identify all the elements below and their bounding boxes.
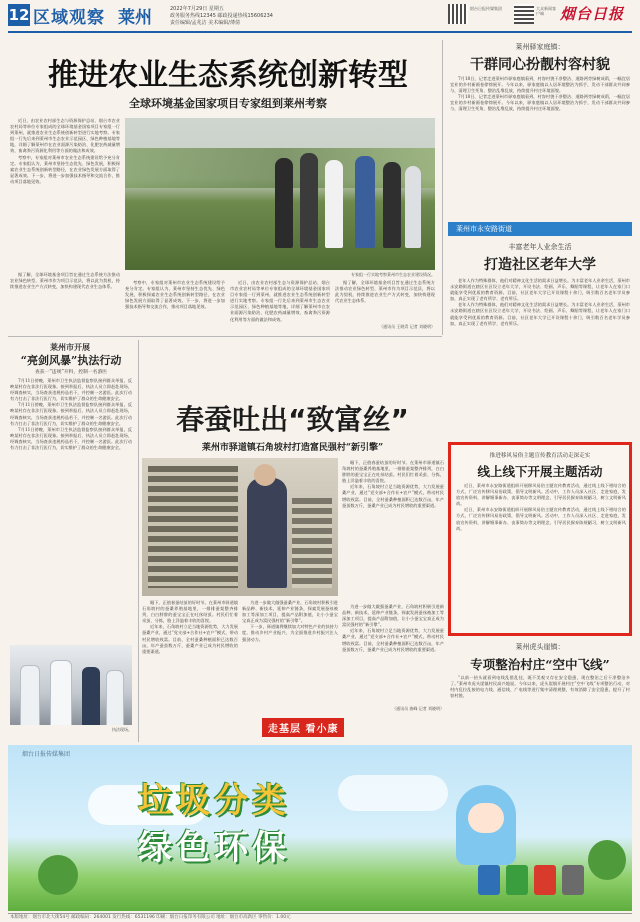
trash-bin-icon xyxy=(506,865,528,895)
qr-label: 烟台日报传媒集团 xyxy=(470,6,502,11)
left-mid-body: 7月11日傍晚，莱州市卫生执法监督监察队接到群众举报，反映某村存在非法行医现象。接到举报后，执法人员立即赶赴现场，经调查核实，当场查获违规药品若干，并控制一名游医。此次行动有力打击了非法行医行为，切实维护了群众的生命健康安全。 7月11日傍晚，莱州市卫生执法监督监察队接到群众举报，反映某村存在非法行医现象。接到举报后，执法人员立即赶赴现场，经调查核实，当场查获违规药品若干，并控制一名游医。此次行动有力打击了非法行医行为，切实维护了群众的生命健康安全。 7月11日傍晚，莱州市卫生执法监督监察队接到群众举报，反映某村存在非法行医现象。接到举报后，执法人员立即赶赴现场，经调查核实，当场查获违规药品若干，并控制一名游医。此次行动有力打击了非法行医行为，切实维护了群众的生命健康安全。 xyxy=(10,378,132,451)
lead-column-2: 据了解，全球环境基金项目旨在通过生态系统方法推动农业绿色转型，莱州市作为项目示范县，将以此为契机，持续推进农业生产方式转变，加快构建现代农业生态体系。 xyxy=(10,272,120,290)
right-mid-title: 打造社区老年大学 xyxy=(484,257,596,273)
lead-column-3: 考察中，专家组对莱州市农业生态系统建设给予充分肯定。专家组认为，莱州市坚持生态优先、绿色发展，积极探索农业生态系统创新转型路径，在农业绿色发展方面取得了显著成效。下一步，将进一步加强技术指导和交流合作，推动项目落地见效。 xyxy=(125,280,225,310)
editor-line: 责任编辑/孟兆洁 美术编辑/薄倩 xyxy=(170,20,240,26)
right-bottom-body: “以前一抬头就看到电线乱搭乱挂，既不美观又存在安全隐患，现在整治之后干净整洁多了。”莱州市虎头崖镇村民高兴地说。今年以来，虎头崖镇开展村庄“空中飞线”专项整治行动，对村内乱拉乱接的电力线、通信线、广电线等进行集中清理规整，有效消除了安全隐患，提升了村容村貌。 xyxy=(450,675,630,699)
page-number: 12 xyxy=(8,6,30,24)
feature-body-col-1: 眼下，正值春蚕结茧的好时节。在莱州市驿道镇石角坡村的蚕桑养殖基地里，一排排蚕架整齐排列，白白胖胖的蚕宝宝正在吐丝结茧。村民们忙着采茧、分拣，脸上洋溢着丰收的喜悦。 近年来，石角坡村立足当地资源优势，大力发展蚕桑产业，通过“党支部+合作社+农户”模式，带动村民增收致富。目前，全村蚕桑种植面积已达数百亩，年产蚕茧数万斤，蚕桑产业已成为村民增收的重要渠道。 xyxy=(142,600,238,654)
section-city: 莱州 xyxy=(118,8,152,28)
lead-subtitle: 全球环境基金国家项目专家组到莱州考察 xyxy=(129,97,327,110)
highlight-body: 近日，莱州市永安路街道组织开展移风易俗主题宣传教育活动，通过线上线下相结合的方式，广泛宣传移风易俗政策，倡导文明新风。活动中，工作人员深入社区、走进家庭，发放宣传资料，讲解婚事新办、丧事简办等文明理念，引导居民摒弃陈规陋习，树立文明新风尚。 近日，莱州市永安路街道组织开展移风易俗主题宣传教育活动，通过线上线下相结合的方式，广泛宣传移风易俗政策，倡导文明新风。活动中，工作人员深入社区、走进家庭，发放宣传资料，讲解婚事新办、丧事简办等文明理念，引导居民摒弃陈规陋习，树立文明新风尚。 xyxy=(456,483,626,531)
right-mid-band: 莱州市永安路街道 xyxy=(448,222,632,236)
trash-bin-icon xyxy=(534,865,556,895)
left-mid-heading: 莱州市开展 xyxy=(50,343,90,352)
trash-bin-icon xyxy=(478,865,500,895)
left-mid-photo-caption: 执法现场。 xyxy=(112,727,132,732)
highlight-kicker: 推进移风易俗主题宣传教育活动走深走实 xyxy=(489,453,591,459)
bottom-banner xyxy=(8,745,632,911)
feature-title: 春蚕吐出“致富丝” xyxy=(176,403,409,436)
lead-column-5: 据了解，全球环境基金项目旨在通过生态系统方法推动农业绿色转型，莱州市作为项目示范县，将以此为契机，持续推进农业生产方式转变，加快构建现代农业生态体系。 xyxy=(335,280,435,304)
footer-info: 本版地址：烟台市北大街54号 邮政编码：264001 发行热线：6531196 印刷：烟台日报印务有限公司 地址：烟台市高新区 零售价：1.00元 xyxy=(10,915,291,920)
paper-logo: 烟台日报 xyxy=(560,5,625,23)
right-top-body: 7月18日，记者走进莱州市驿家庭镇看到，村容村貌干净整洁、道路两旁绿树成荫，一幅宜居宜业的乡村新画卷徐徐展开。今年以来，驿家庭镇以人居环境整治为抓手，发动干部群众共同参与，清理卫生死角、整治乱堆乱放，持续提升村庄环境面貌。 7月18日，记者走进莱州市驿家庭镇看到，村容村貌干净整洁、道路两旁绿树成荫，一幅宜居宜业的乡村新画卷徐徐展开。今年以来，驿家庭镇以人居环境整治为抓手，发动干部群众共同参与，清理卫生死角、整治乱堆乱放，持续提升村庄环境面貌。 xyxy=(450,76,630,112)
right-mid-body: 老年人作为特殊群体，他们对精神文化生活的需求日益增长。为丰富老年人业余生活，莱州市永安路街道在辖区社区设立老年大学，开设书法、绘画、声乐、舞蹈等课程，让老年人在家门口就能享受到优质的教育资源。目前，社区老年大学已开设课程十余门，吸引数百名老年学员参加，真正实现了老有所学、老有所乐。 老年人作为特殊群体，他们对精神文化生活的需求日益增长。为丰富老年人业余生活，莱州市永安路街道在辖区社区设立老年大学，开设书法、绘画、声乐、舞蹈等课程，让老年人在家门口就能享受到优质的教育资源。目前，社区老年大学已开设课程十余门，吸引数百名老年学员参加，真正实现了老有所学、老有所乐。 xyxy=(450,278,630,326)
lead-photo-caption: 专家组一行实地考察莱州市生态农业建设情况。 xyxy=(351,272,435,277)
trash-bin-icon xyxy=(562,865,584,895)
right-bottom-kicker: 莱州虎头崖镇： xyxy=(515,643,565,651)
lead-column-4: 近日，由农业农村部生态与资源保护总站、烟台市农业农村局等单位专家组成的全球环境基金国家项目专家组一行到莱州，就推进农业生态系统创新转型进行实地考察。专家组一行先后来到莱州市生态农业示范园区、绿色种植基地等地，详细了解莱州市在农业面源污染防治、化肥农药减量增效、畜禽粪污资源化利用等方面的做法和成效。 xyxy=(230,280,330,322)
feature-body-right-top: 眼下，正值春蚕结茧的好时节。在莱州市驿道镇石角坡村的蚕桑养殖基地里，一排排蚕架整齐排列，白白胖胖的蚕宝宝正在吐丝结茧。村民们忙着采茧、分拣，脸上洋溢着丰收的喜悦。 近年来，石角坡村立足当地资源优势，大力发展蚕桑产业，通过“党支部+合作社+农户”模式，带动村民增收致富。目前，全村蚕桑种植面积已达数百亩，年产蚕茧数万斤，蚕桑产业已成为村民增收的重要渠道。 xyxy=(342,460,444,508)
qr-sub-label: 大众新闻客户端 xyxy=(536,6,556,16)
banner-cloud-2 xyxy=(338,775,448,811)
feature-byline: （通讯员 曲峰 记者 刘晓明） xyxy=(392,706,444,711)
masthead xyxy=(0,0,640,38)
highlight-box xyxy=(448,442,632,636)
left-mid-photo xyxy=(10,645,132,725)
mascot-face-icon xyxy=(468,803,504,833)
right-mid-kicker: 丰富老年人业余生活 xyxy=(508,243,572,251)
hotline-line: 政务服务热线12345 邮政投递热线15606234 xyxy=(170,13,273,19)
lead-column-1: 近日，由农业农村部生态与资源保护总站、烟台市农业农村局等单位专家组成的全球环境基金国家项目专家组一行到莱州，就推进农业生态系统创新转型进行实地考察。专家组一行先后来到莱州市生态农业示范园区、绿色种植基地等地，详细了解莱州市在农业面源污染防治、化肥农药减量增效、畜禽粪污资源化利用等方面的做法和成效。 考察中，专家组对莱州市农业生态系统建设给予充分肯定。专家组认为，莱州市坚持生态优先、绿色发展，积极探索农业生态系统创新转型路径，在农业绿色发展方面取得了显著成效。下一步，将进一步加强技术指导和交流合作，推动项目落地见效。 xyxy=(10,118,120,184)
tree-icon xyxy=(588,840,626,880)
qr-code xyxy=(448,4,468,24)
feature-subtitle: 莱州市驿道镇石角坡村打造富民强村“新引擎” xyxy=(201,443,384,453)
feature-body-col-3: 为进一步做大做强蚕桑产业，石角坡村积极引进新品种、新技术，延伸产业链条，探索发展蚕丝被加工等深加工项目，提高产品附加值，让小小蚕宝宝真正成为富民强村的“新引擎”。 近年来，石角坡村立足当地资源优势，大力发展蚕桑产业，通过“党支部+合作社+农户”模式，带动村民增收致富。目前，全村蚕桑种植面积已达数百亩，年产蚕茧数万斤，蚕桑产业已成为村民增收的重要渠道。 xyxy=(342,604,444,652)
right-top-title: 干群同心扮靓村容村貌 xyxy=(470,57,610,73)
masthead-rule xyxy=(8,31,632,33)
qr-code-2 xyxy=(514,4,534,24)
highlight-title: 线上线下开展主题活动 xyxy=(477,464,603,479)
right-bottom-title: 专项整治村庄“空中飞线” xyxy=(470,657,610,672)
feature-photo xyxy=(142,458,338,596)
lead-byline: （通讯员 王晓青 记者 刘晓明） xyxy=(379,324,435,329)
banner-corner-label: 烟台日报传媒集团 xyxy=(22,751,71,758)
banner-line-1: 垃圾分类 xyxy=(138,781,290,821)
date-line: 2022年7月29日 星期五 xyxy=(170,6,224,12)
left-mid-subtitle: 查获一“违规”开料，控制一名游医 xyxy=(34,370,108,375)
banner-line-2: 绿色环保 xyxy=(138,828,290,868)
right-top-kicker: 莱州驿家庭镇： xyxy=(515,43,565,51)
lead-photo xyxy=(125,118,435,270)
section-name: 区域观察 xyxy=(33,8,105,28)
feature-body-col-2: 为进一步做大做强蚕桑产业，石角坡村积极引进新品种、新技术，延伸产业链条，探索发展蚕丝被加工等深加工项目，提高产品附加值，让小小蚕宝宝真正成为富民强村的“新引擎”。 下一步，驿道镇将继续加大对特色产业的扶持力度，推动乡村产业振兴，为全面推进乡村振兴注入强劲动力。 xyxy=(242,600,338,642)
tree-icon xyxy=(38,855,78,895)
left-mid-title: “亮剑风暴”执法行动 xyxy=(20,354,122,367)
lead-title: 推进农业生态系统创新转型 xyxy=(48,58,408,93)
feature-logo: 走基层 看小康 xyxy=(262,718,344,737)
